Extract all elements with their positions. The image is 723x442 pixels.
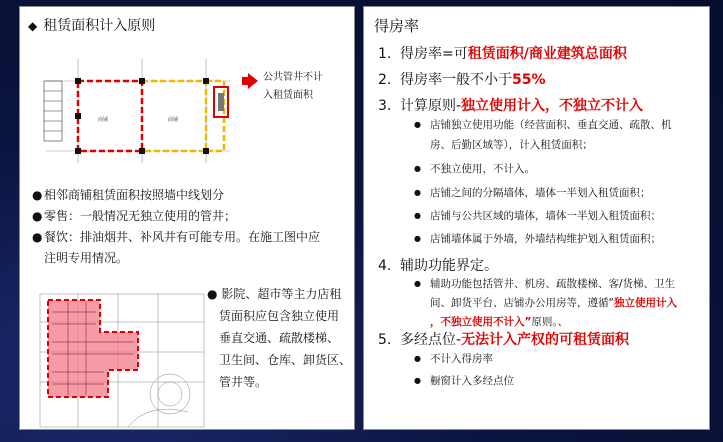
sub3-3: ● 店铺之间的分隔墙体，墙体一半划入租赁面积；: [414, 187, 651, 199]
right-title: 得房率: [374, 17, 420, 35]
anchor-line-2: 赁面积应包含独立使用: [219, 309, 340, 323]
item-5: 5. 多经点位-无法计入产权的可租赁面积: [378, 332, 630, 348]
anchor-line-5: 管井等。: [219, 375, 268, 389]
sub4-2: 间、卸货平台、店铺办公用房等，遵循“独立使用计入: [430, 297, 677, 309]
sub3-1b: 房、后勤区域等），计入租赁面积；: [430, 139, 593, 151]
anchor-store-plan: [38, 292, 206, 429]
sub3-2: ● 不独立使用，不计入。: [414, 163, 535, 175]
sub5-2: ● 橱窗计入多经点位: [414, 375, 514, 387]
bullet-dining: ● 餐饮：排油烟井、补风井有可能专用。在施工图中应: [32, 230, 321, 244]
arrow-icon: [242, 73, 258, 89]
right-panel: [363, 6, 710, 430]
sub4-1: ● 辅助功能包括管井、机房、疏散楼梯、客/货梯、卫生: [414, 278, 676, 290]
anchor-line-4: 卫生间、仓库、卸货区、: [219, 353, 352, 367]
bullet-dining-cont: 注明专用情况。: [44, 251, 129, 265]
svg-text:商铺: 商铺: [168, 117, 179, 123]
anchor-line-3: 垂直交通、疏散楼梯、: [219, 331, 340, 345]
diamond-bullet-icon: ◆: [28, 19, 38, 33]
shaft-callout: 公共管井不计 入租赁面积: [263, 72, 323, 101]
sub3-1: ● 店铺独立使用功能（经营面积、垂直交通、疏散、机: [414, 119, 672, 131]
left-title: ◆ 租赁面积计入原则: [28, 18, 156, 34]
item-3: 3. 计算原则-独立使用计入，不独立不计入: [378, 98, 644, 114]
item-4: 4. 辅助功能界定。: [378, 258, 498, 274]
bullet-retail: ● 零售：一般情况无独立使用的管井；: [32, 209, 237, 223]
bullet-anchor-store: ● 影院、超市等主力店租: [207, 287, 342, 301]
item-1: 1. 得房率=可租赁面积/商业建筑总面积: [378, 46, 627, 62]
bullet-centerline: ● 相邻商铺租赁面积按照墙中线划分: [32, 188, 225, 202]
sub5-1: ● 不计入得房率: [414, 353, 493, 365]
svg-text:商铺: 商铺: [98, 117, 109, 123]
shop-floor-plan: [38, 51, 238, 171]
sub3-5: ● 店铺墙体属于外墙，外墙结构维护划入租赁面积；: [414, 233, 661, 245]
left-panel: [19, 6, 355, 430]
item-2: 2. 得房率一般不小于55%: [378, 72, 546, 88]
sub3-4: ● 店铺与公共区域的墙体，墙体一半划入租赁面积；: [414, 210, 661, 222]
sub4-3: ，不独立使用不计入”原则。、: [430, 316, 569, 328]
